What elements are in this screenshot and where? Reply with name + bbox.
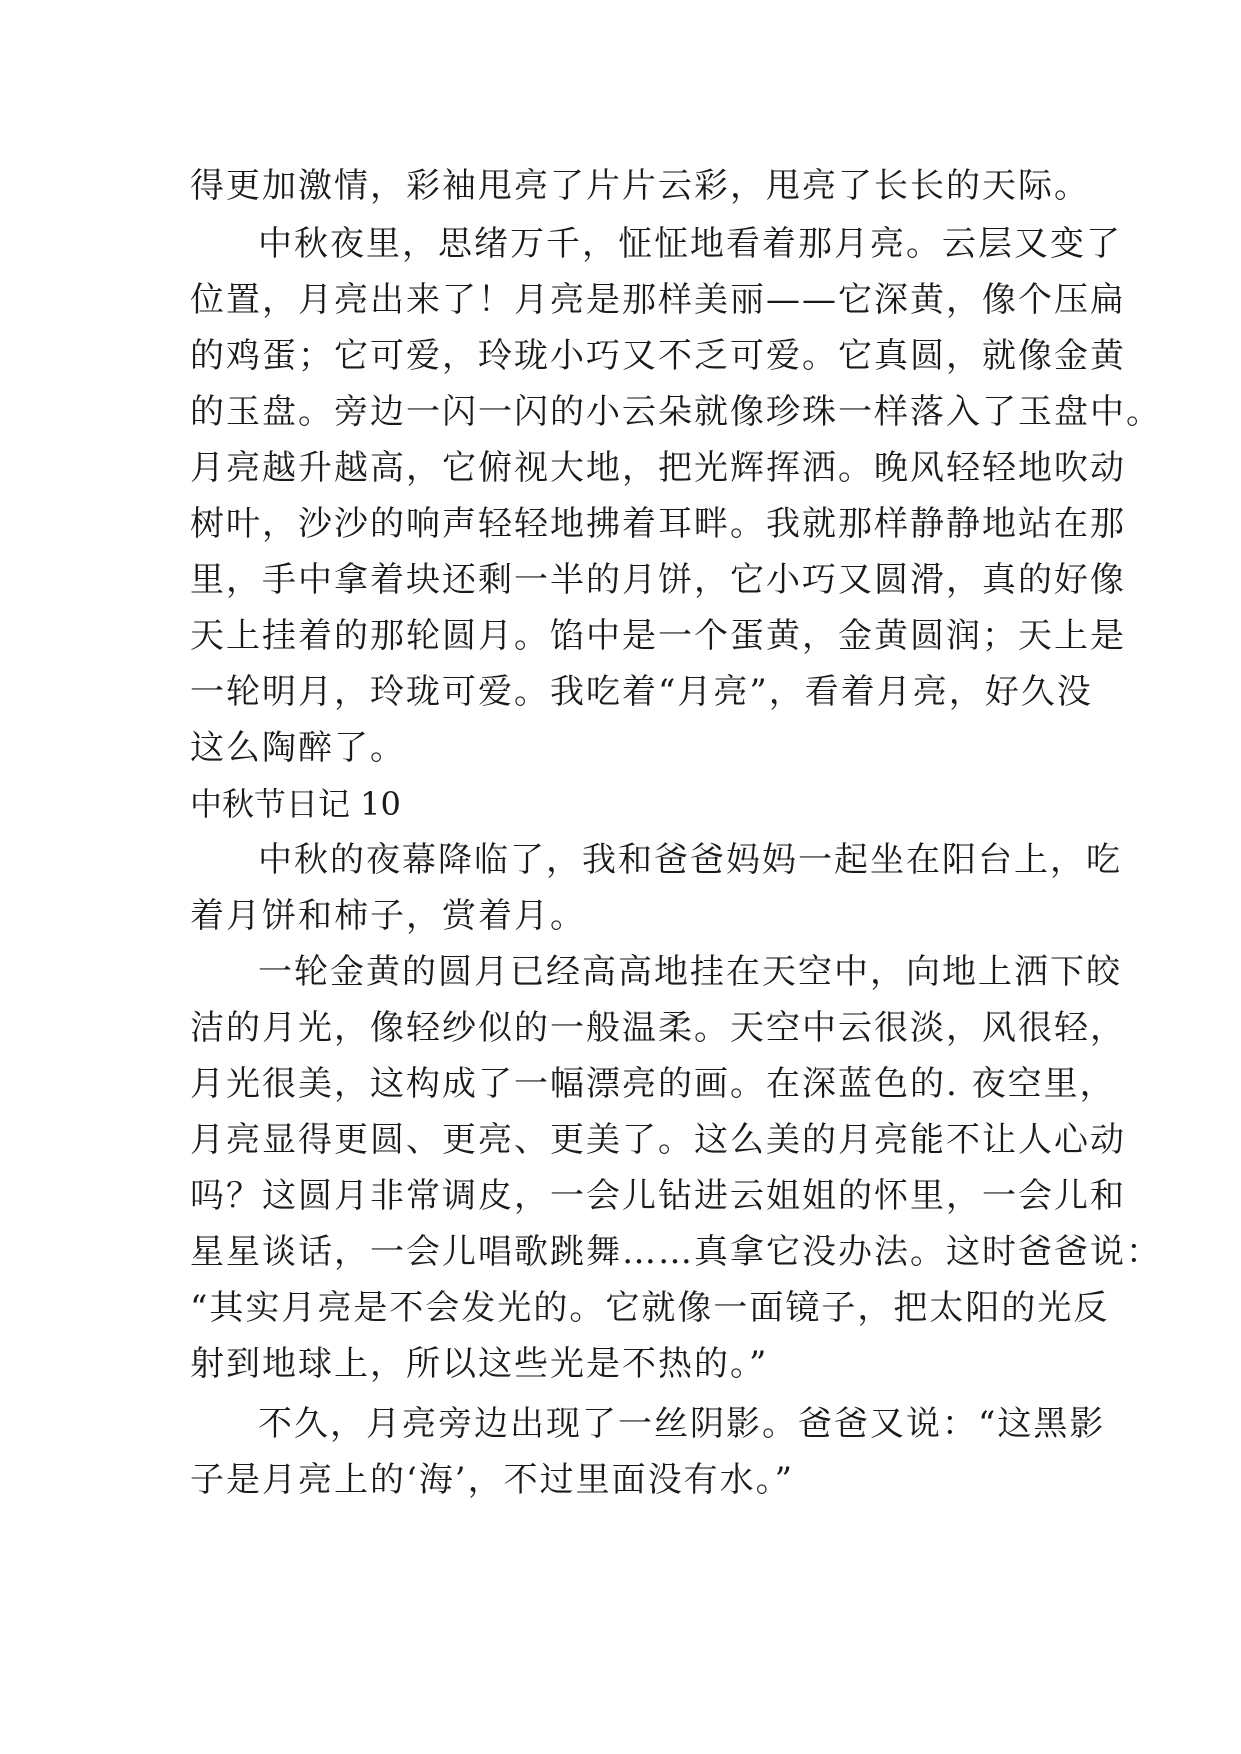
text-line: 着月饼和柿子，赏着月。 <box>190 896 586 936</box>
text-line: 吗？这圆月非常调皮，一会儿钻进云姐姐的怀里，一会儿和 <box>190 1176 1126 1216</box>
text-line: 月亮显得更圆、更亮、更美了。这么美的月亮能不让人心动 <box>190 1120 1126 1160</box>
text-line: 月亮越升越高，它俯视大地，把光辉挥洒。晚风轻轻地吹动 <box>190 448 1126 488</box>
text-line: “其实月亮是不会发光的。它就像一面镜子，把太阳的光反 <box>190 1288 1110 1328</box>
text-line: 树叶，沙沙的响声轻轻地拂着耳畔。我就那样静静地站在那 <box>190 504 1126 544</box>
text-line: 的玉盘。旁边一闪一闪的小云朵就像珍珠一样落入了玉盘中。 <box>190 392 1162 432</box>
text-line: 星星谈话，一会儿唱歌跳舞……真拿它没办法。这时爸爸说： <box>190 1232 1162 1272</box>
text-line: 射到地球上，所以这些光是不热的。” <box>190 1344 769 1384</box>
paragraph-start-line: 中秋夜里，思绪万千，怔怔地看着那月亮。云层又变了 <box>258 224 1122 264</box>
text-line: 月光很美，这构成了一幅漂亮的画。在深蓝色的. 夜空里， <box>190 1064 1116 1104</box>
paragraph-start-line: 一轮金黄的圆月已经高高地挂在天空中，向地上洒下皎 <box>258 952 1122 992</box>
text-line: 得更加激情，彩袖甩亮了片片云彩，甩亮了长长的天际。 <box>190 166 1090 206</box>
text-line: 里，手中拿着块还剩一半的月饼，它小巧又圆滑，真的好像 <box>190 560 1126 600</box>
text-line: 一轮明月，玲珑可爱。我吃着“月亮”，看着月亮，好久没 <box>190 672 1093 712</box>
paragraph-start-line: 不久，月亮旁边出现了一丝阴影。爸爸又说：“这黑影 <box>258 1404 1106 1444</box>
text-line: 这么陶醉了。 <box>190 728 406 768</box>
text-line: 子是月亮上的‘海’，不过里面没有水。” <box>190 1460 794 1500</box>
text-line: 天上挂着的那轮圆月。馅中是一个蛋黄，金黄圆润；天上是 <box>190 616 1126 656</box>
section-heading: 中秋节日记 10 <box>190 785 401 823</box>
text-line: 的鸡蛋；它可爱，玲珑小巧又不乏可爱。它真圆，就像金黄 <box>190 336 1126 376</box>
text-line: 位置，月亮出来了！月亮是那样美丽——它深黄，像个压扁 <box>190 280 1126 320</box>
text-line: 洁的月光，像轻纱似的一般温柔。天空中云很淡，风很轻， <box>190 1008 1126 1048</box>
paragraph-start-line: 中秋的夜幕降临了，我和爸爸妈妈一起坐在阳台上，吃 <box>258 840 1122 880</box>
